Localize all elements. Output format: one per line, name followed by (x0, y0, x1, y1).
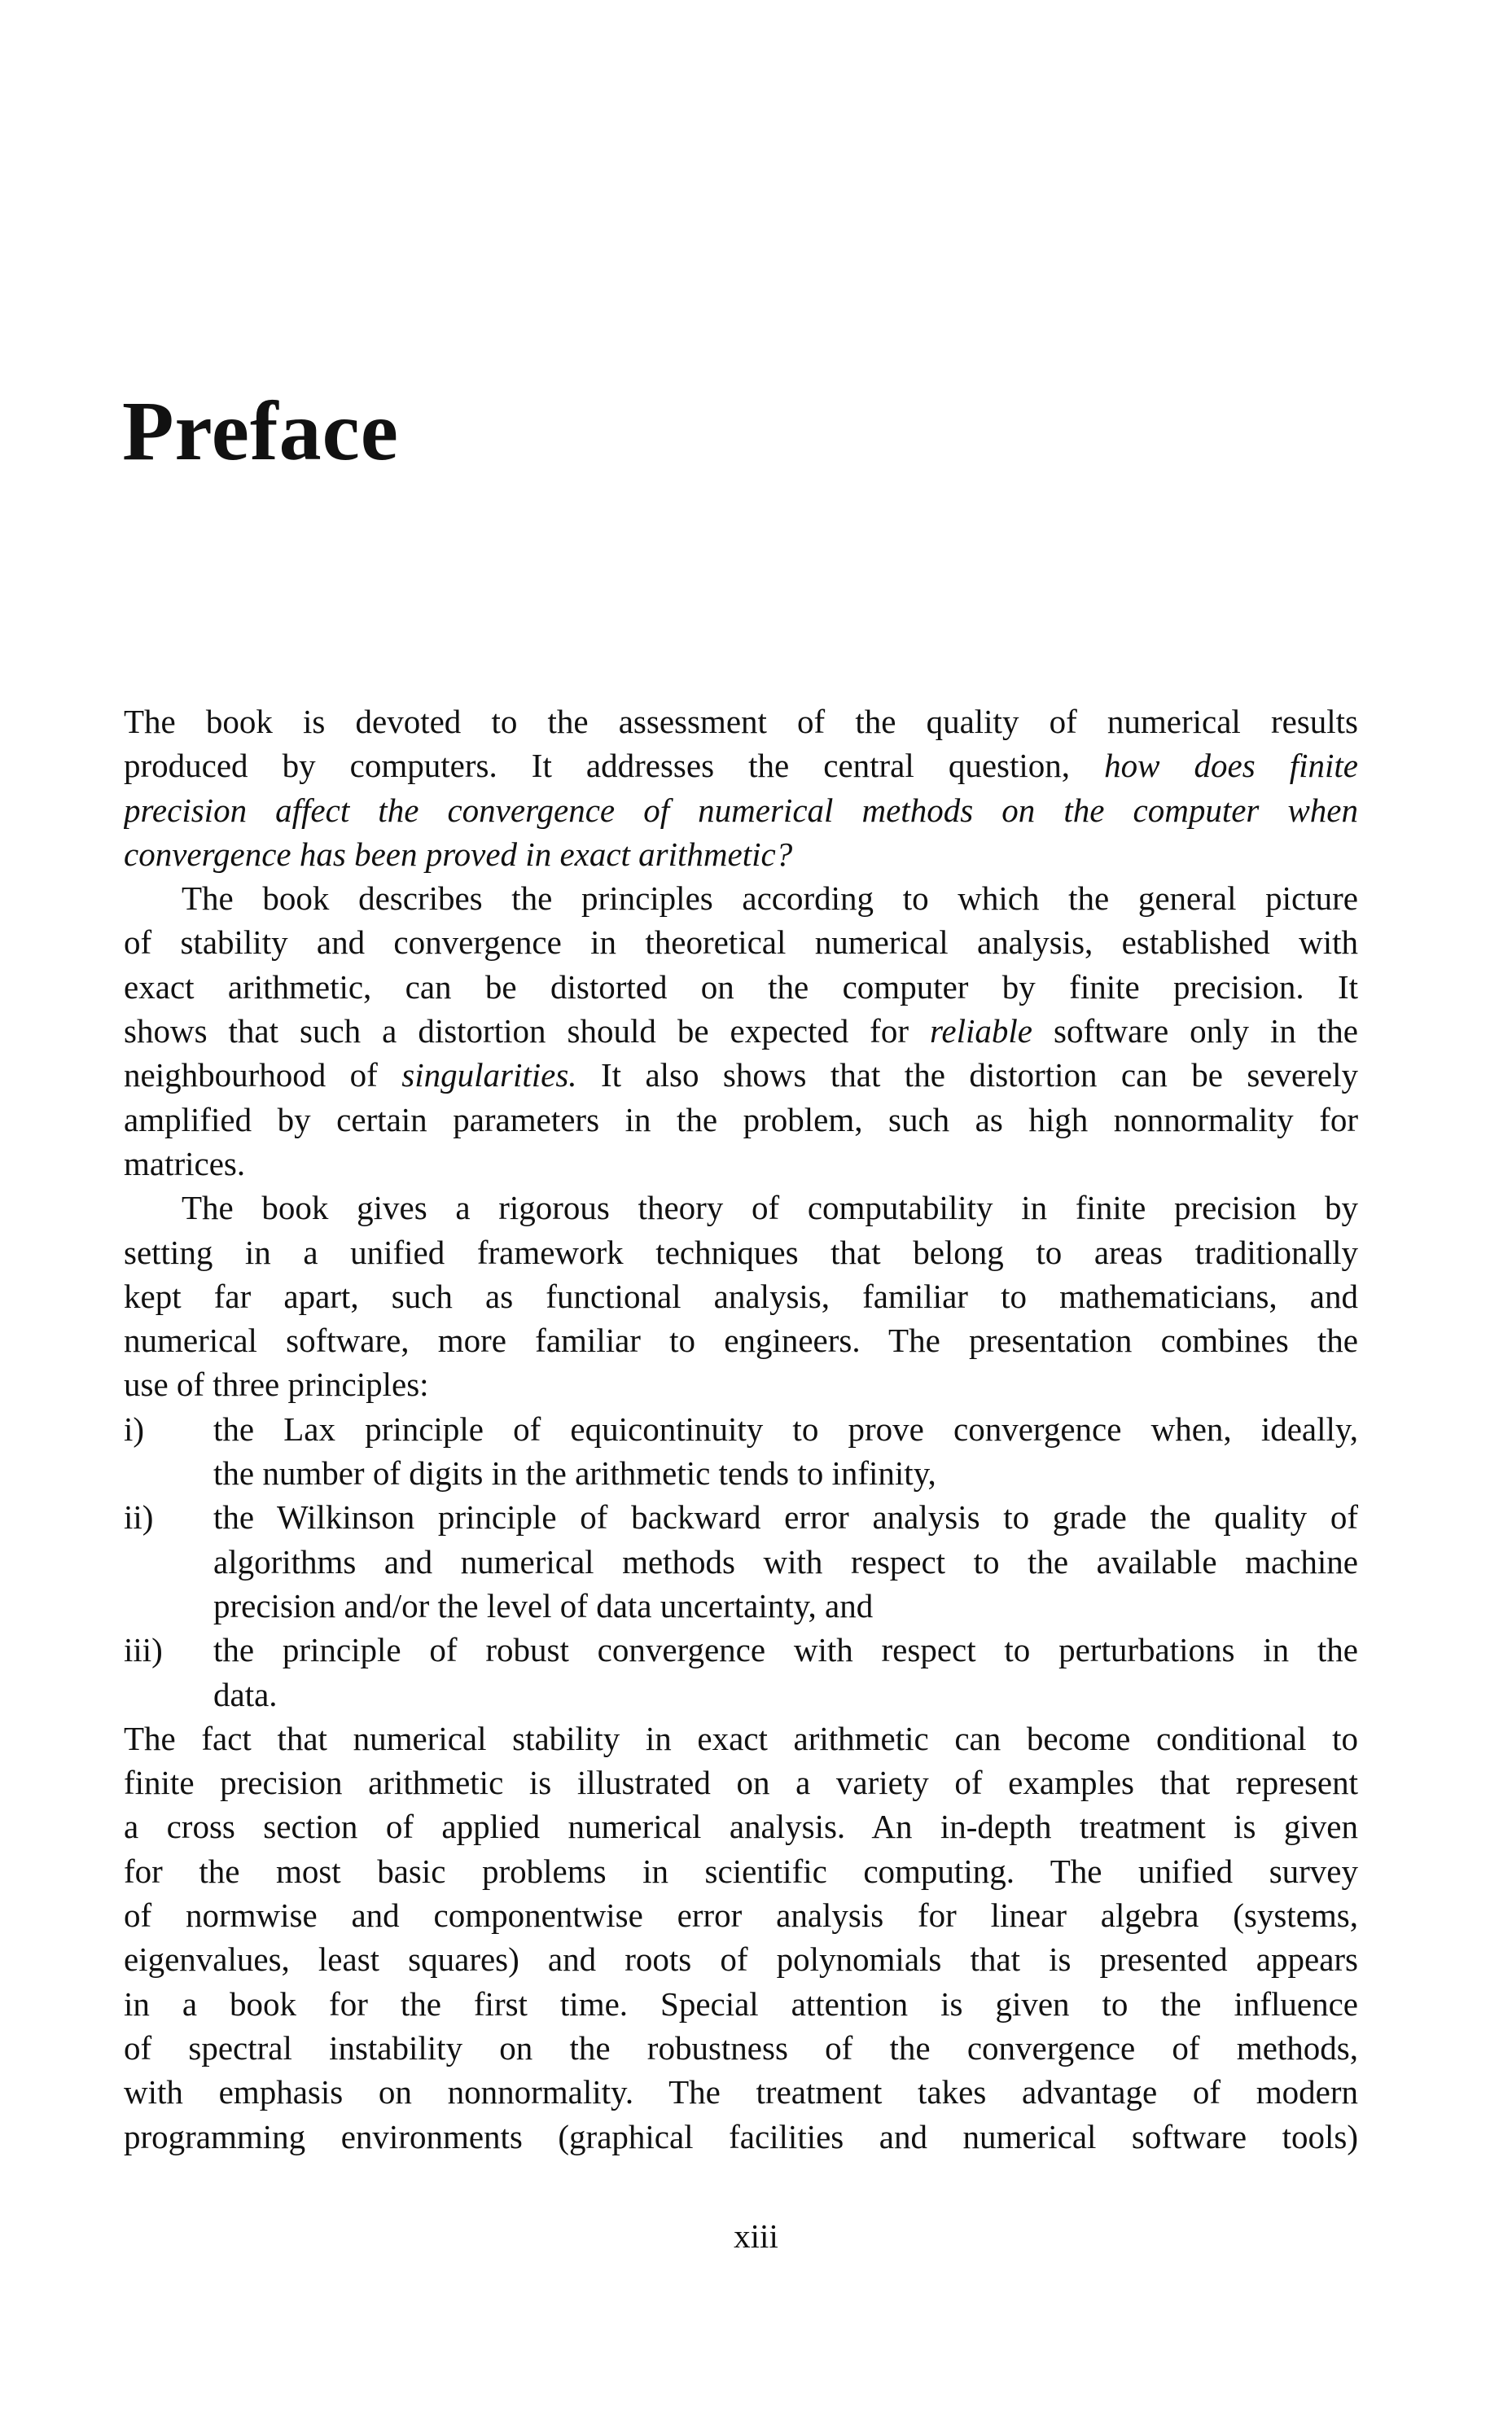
text-line (124, 1584, 1358, 1628)
text-line (124, 1893, 1358, 1937)
text-line (124, 965, 1358, 1009)
text-line (124, 2115, 1358, 2159)
text-line (124, 1407, 1358, 1451)
text-line (124, 876, 1358, 920)
body-text: the principle of robust convergence with respect to perturbations in the (213, 1631, 1358, 1669)
body-text: produced by computers. It addresses the central question, (124, 747, 1105, 785)
emphasis-text: precision affect the convergence of numerical methods on the computer when (124, 791, 1358, 829)
body-text: The book gives a rigorous theory of computability in finite precision by (182, 1189, 1358, 1227)
body-text: The book is devoted to the assessment of the quality of numerical results (124, 703, 1358, 740)
body-text: data. (213, 1675, 278, 1713)
body-text: neighbourhood of (124, 1056, 402, 1094)
body-text: eigenvalues, least squares) and roots of polynomials that is presented appears (124, 1940, 1358, 1979)
body-text: numerical software, more familiar to engineers. The presentation combines the (124, 1322, 1358, 1360)
text-line (124, 788, 1358, 832)
body-text: use of three principles: (124, 1366, 429, 1404)
text-line (124, 1098, 1358, 1142)
body-text: algorithms and numerical methods with respect to the available machine (213, 1542, 1358, 1581)
text-line (124, 1186, 1358, 1230)
body-text: the Wilkinson principle of backward error analysis to grade the quality of (213, 1498, 1358, 1537)
text-line (124, 1362, 1358, 1406)
body-text: shows that such a distortion should be expected for (124, 1012, 930, 1050)
text-line (124, 1937, 1358, 1981)
body-text: The book describes the principles according to which the general picture (182, 879, 1358, 918)
text-line (124, 1849, 1358, 1893)
text-line (124, 699, 1358, 743)
text-line (124, 1982, 1358, 2026)
body-text: of normwise and componentwise error analysis for linear algebra (systems, (124, 1896, 1358, 1935)
page-number: xiii (734, 2217, 778, 2255)
body-text: The fact that numerical stability in exact arithmetic can become conditional to (124, 1719, 1358, 1757)
body-text: with emphasis on nonnormality. The treatment takes advantage of modern (124, 2073, 1358, 2111)
body-text: programming environments (graphical facilities and numerical software tools) (124, 2117, 1358, 2155)
body-text: the Lax principle of equicontinuity to prove convergence when, ideally, (213, 1410, 1358, 1448)
emphasis-text: singularities. (401, 1056, 577, 1094)
text-line (124, 920, 1358, 964)
body-text: of spectral instability on the robustness of the convergence of methods, (124, 2028, 1358, 2067)
emphasis-text: how does finite (1104, 747, 1358, 785)
body-text: kept far apart, such as functional analysis, familiar to mathematicians, and (124, 1277, 1358, 1315)
body-text: exact arithmetic, can be distorted on the computer by finite precision. It (124, 967, 1358, 1006)
body-text: finite precision arithmetic is illustrated on a variety of examples that represent (124, 1764, 1358, 1802)
body-text: the number of digits in the arithmetic tends to infinity, (213, 1454, 936, 1493)
body-text: of stability and convergence in theoretical numerical analysis, established with (124, 923, 1358, 962)
body-text: amplified by certain parameters in the problem, such as high nonnormality for (124, 1100, 1358, 1138)
page-title: Preface (122, 384, 399, 478)
text-line (124, 1673, 1358, 1717)
emphasis-text: reliable (929, 1012, 1032, 1050)
text-line (124, 1628, 1358, 1672)
body-text: It also shows that the distortion can be severely (576, 1056, 1358, 1094)
body-text: setting in a unified framework techniques that belong to areas traditionally (124, 1233, 1358, 1271)
text-line (124, 1540, 1358, 1584)
text-line (124, 1495, 1358, 1539)
body-text: matrices. (124, 1144, 246, 1182)
text-line (124, 2026, 1358, 2070)
text-line (124, 743, 1358, 787)
text-line (124, 1274, 1358, 1318)
text-line (124, 1009, 1358, 1053)
text-line (124, 1451, 1358, 1495)
list-item-label: iii) (124, 1631, 163, 1669)
text-line (124, 832, 1358, 876)
body-text: software only in the (1032, 1012, 1358, 1050)
text-line (124, 1804, 1358, 1848)
body-text: precision and/or the level of data uncertainty, and (213, 1586, 874, 1625)
text-line (124, 1318, 1358, 1362)
text-line (124, 2070, 1358, 2114)
emphasis-text: convergence has been proved in exact arithmetic? (124, 835, 793, 873)
text-line (124, 1760, 1358, 1804)
body-text: for the most basic problems in scientific computing. The unified survey (124, 1852, 1358, 1890)
preface-body (124, 699, 1358, 2159)
text-line (124, 1053, 1358, 1097)
body-text: in a book for the first time. Special attention is given to the influence (124, 1984, 1358, 2023)
text-line (124, 1230, 1358, 1274)
list-item-label: ii) (124, 1498, 154, 1537)
text-line (124, 1142, 1358, 1186)
text-line (124, 1717, 1358, 1760)
list-item-label: i) (124, 1410, 145, 1448)
body-text: a cross section of applied numerical analysis. An in-depth treatment is given (124, 1808, 1358, 1846)
